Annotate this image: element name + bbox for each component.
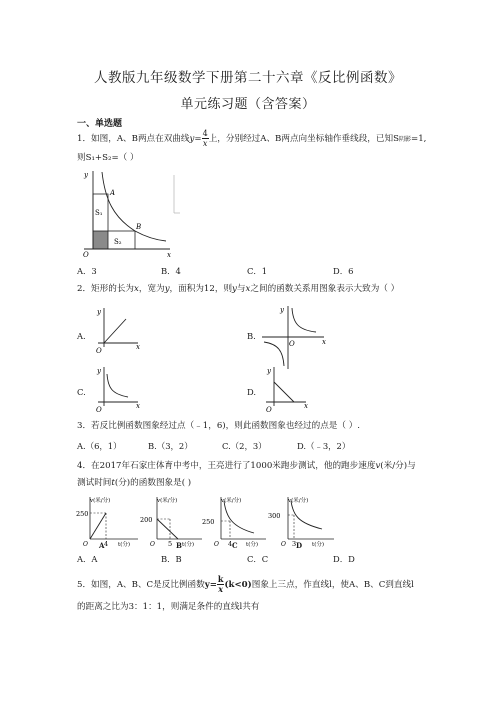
q2d-y: y [267,367,271,375]
q4-graph-c [202,493,274,549]
question-1-line2: 则S₁+S₂=（ ） [77,153,139,163]
q4-graph-b [140,493,210,549]
q4d-o: O [281,541,286,548]
question-4-line1 [77,459,416,473]
q4d-yval: 300 [268,512,281,520]
q2c-curve [107,374,128,397]
q3-option-a[interactable]: A.（6，1） [77,441,122,451]
q4-graph-a-letter: A [99,541,105,550]
q2c-o: O [96,406,102,414]
q3-option-c[interactable]: C.（2，3） [222,441,267,451]
q2b-x: x [322,338,326,346]
q4b-yval: 200 [140,516,153,524]
q2-var-x: x [134,284,139,294]
q3-option-b[interactable]: B.（3，2） [148,441,193,451]
q2-t1: 2．矩形的长为 [77,284,135,294]
q1-frac-num: 4 [202,129,208,138]
q4d-ylabel: v(米/分) [288,498,309,504]
q4c-xval: 4 [228,540,233,548]
question-3-text: 3．若反比例函数图象经过点（﹣1，6)，则此函数图象也经过的点是（ ）. [77,421,361,431]
q4-option-c[interactable]: C．C [247,554,269,564]
q4a-xlabel: t(分) [118,542,131,548]
q1-shaded-rect [93,231,108,249]
q2-option-d[interactable]: D. [247,387,257,397]
q1-figure [78,167,188,261]
q2-option-b[interactable]: B. [247,331,256,341]
q4-graph-a [76,493,146,549]
q4-graph-d [268,493,340,549]
q1-label-b: B [136,223,142,231]
q4-var-v: v [375,461,381,471]
q2-graph-a [94,305,144,357]
q4c-curve [224,501,254,533]
q1-eq: y= [189,134,202,144]
q5-frac-num: k [217,574,224,584]
q1-text-c: =1, [411,134,427,144]
q4d-curve [291,501,322,529]
q5-tb: 图象上三点，作直线l，使A、B、C到直线l [251,580,414,590]
q5-frac-den: x [218,584,224,594]
q4b-xlabel: t(分) [182,542,195,548]
q1-label-o: O [83,251,89,259]
q4-l1: 4．在2017年石家庄体育中考中，王亮进行了1000米跑步测试，他的跑步速度 [77,461,376,471]
q4a-o: O [83,541,88,548]
q2d-x: x [304,402,308,410]
q4-l2b: (分)的函数图象是( ) [114,478,192,488]
q1-option-a[interactable]: A．3 [77,266,97,276]
q2-var-x2: x [245,284,251,294]
q2a-y: y [97,308,101,316]
q1-option-c[interactable]: C．1 [247,266,268,276]
q2a-line [104,319,126,343]
q4a-yval: 250 [76,510,89,518]
q4-option-b[interactable]: B．B [161,554,182,564]
q4-option-d[interactable]: D．D [333,554,355,564]
q2-option-a[interactable]: A. [77,331,86,341]
q2-t3: ，面积为12，则 [169,284,233,294]
q2b-o: O [289,340,295,348]
q4a-ylabel: v(米/分) [90,498,111,504]
q5-cond: (k<0) [224,580,252,590]
question-4-line2 [77,476,191,490]
q5-ta: 5．如图，A、B、C是反比例函数 [77,580,205,590]
document-subtitle: 单元练习题（含答案） [180,97,316,112]
q2-var-y2: y [232,284,237,294]
q4c-o: O [214,541,219,548]
q2-option-c[interactable]: C. [77,387,86,397]
q2-var-y: y [164,284,170,294]
q1-label-s2: S₂ [114,238,122,246]
q1-text-b: 上，分别经过A、B两点向坐标轴作垂线段，已知S [208,134,399,144]
q4-graph-c-letter: C [232,541,238,550]
q2c-y: y [97,367,101,375]
q1-label-y: y [84,171,88,179]
q4c-xlabel: t(分) [246,542,259,548]
q2b-curve-1 [292,308,316,332]
q2-t2: ，宽为 [138,284,165,294]
q2a-x: x [136,343,140,351]
q4d-xlabel: t(分) [312,542,325,548]
q1-frac-den: x [202,139,208,148]
q1-option-b[interactable]: B．4 [161,266,181,276]
q2b-curve-3 [264,342,284,366]
q2-graph-d [262,364,312,414]
document-title: 人教版九年级数学下册第二十六章《反比例函数》 [94,70,402,86]
section-heading: 一、单选题 [77,119,123,129]
q3-option-d[interactable]: D.（﹣3，2） [297,441,351,451]
q1-label-a: A [110,189,116,197]
q4d-xval: 3 [292,540,297,548]
q4b-line [157,519,178,539]
question-1-text [77,129,426,148]
q1-sub-shadow: 阴影 [398,136,411,143]
q4-var-t: t [111,478,115,488]
q2-t4: 与 [236,284,246,294]
q1-label-x: x [167,251,171,259]
q4c-yval: 250 [202,518,215,526]
q5-eq: y= [204,580,217,590]
q4-option-a[interactable]: A．A [77,554,98,564]
q1-fraction [202,129,209,148]
q4-graph-d-letter: D [296,541,303,550]
question-5-text [77,575,414,594]
q1-option-d[interactable]: D．6 [333,266,354,276]
q2a-o: O [96,347,102,355]
q1-label-s1: S₁ [95,209,103,217]
question-5-line2: 的距离之比为3：1：1，则满足条件的直线l共有 [77,602,260,612]
q2-graph-b [258,303,330,373]
q2-t5: 之间的函数关系用图象表示大致为（ ） [250,284,400,294]
q4-graph-b-letter: B [176,541,182,550]
q2d-line [274,382,294,402]
q4-l2a: 测试时间 [77,478,112,488]
q4b-o: O [150,541,155,548]
q4c-ylabel: v(米/分) [221,498,242,504]
q2c-x: x [136,402,140,410]
q4a-xval: 4 [104,540,109,548]
q4b-ylabel: v(米/分) [157,498,178,504]
q2d-o: O [266,406,272,414]
q2b-y: y [280,306,284,314]
question-2-text [77,282,399,296]
q2-graph-c [94,364,144,414]
q4b-xval: 5 [168,540,173,548]
q1-text-a: 1．如图，A、B两点在双曲线 [77,134,190,144]
q4-unit-v: (米/分)与 [380,461,416,471]
q4a-line [90,513,106,539]
